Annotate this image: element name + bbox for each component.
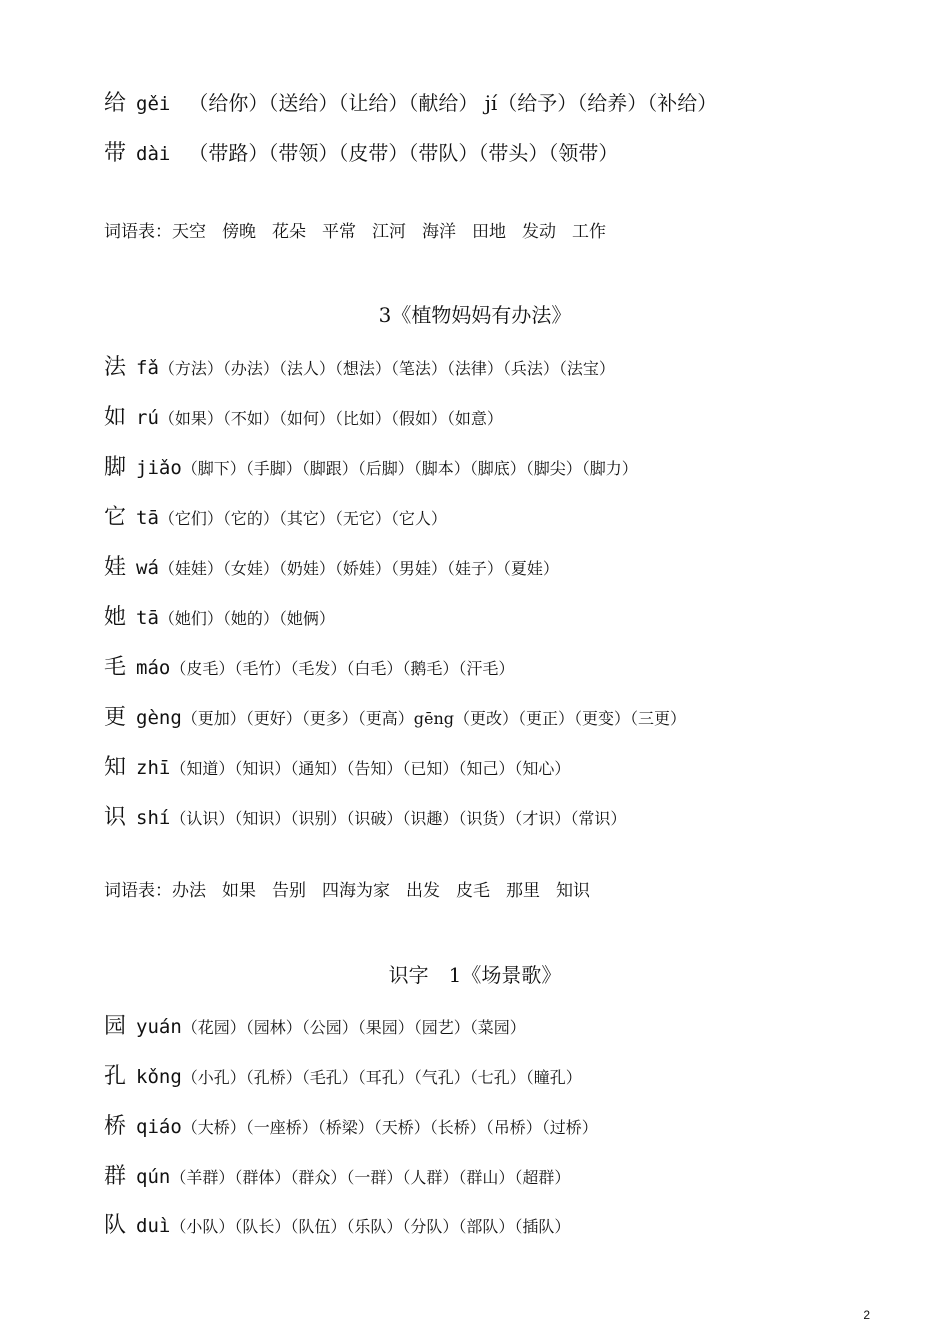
hanzi: 如 [104, 405, 127, 430]
hanzi: 她 [104, 605, 127, 630]
hanzi: 它 [104, 505, 127, 530]
vocab-list [104, 217, 606, 242]
pinyin: fǎ [136, 357, 159, 379]
char-entry-fa [104, 350, 615, 381]
pinyin: duì [136, 1215, 171, 1237]
pinyin: jiǎo [136, 457, 182, 479]
word-list: （羊群）（群体）（群众）（一群）（人群）（群山）（超群） [170, 1168, 571, 1187]
pinyin: rú [136, 407, 159, 429]
pinyin: gèng [136, 707, 182, 729]
pinyin: yuán [136, 1016, 182, 1038]
hanzi: 桥 [104, 1114, 127, 1139]
vocab-word: 平常 [322, 222, 356, 242]
char-entry-qiao [104, 1109, 598, 1140]
word-list: （小队）（队长）（队伍）（乐队）（分队）（部队）（插队） [170, 1217, 571, 1236]
pinyin: qiáo [136, 1116, 182, 1138]
word-list: （小孔）（孔桥）（毛孔）（耳孔）（气孔）（七孔）（瞳孔） [181, 1068, 582, 1087]
word-list: （大桥）（一座桥）（桥梁）（天桥）（长桥）（吊桥）（过桥） [181, 1118, 598, 1137]
vocab-word: 如果 [222, 881, 256, 901]
hanzi: 给 [104, 91, 127, 116]
vocab-word: 皮毛 [456, 881, 490, 901]
hanzi: 娃 [104, 555, 127, 580]
char-entry-mao [104, 650, 514, 681]
pinyin: dài [136, 143, 171, 165]
pinyin: qún [136, 1166, 171, 1188]
word-list: （认识）（知识）（识别）（识破）（识趣）（识货）（才识）（常识） [170, 809, 627, 828]
pinyin: tā [136, 607, 159, 629]
pinyin: gěi [136, 93, 171, 115]
char-entry-yuan [104, 1009, 526, 1040]
word-list: （花园）（园林）（公园）（果园）（园艺）（菜园） [181, 1018, 526, 1037]
char-entry-jiao [104, 450, 638, 481]
vocab-word: 发动 [522, 222, 556, 242]
vocab-word: 天空 [172, 222, 206, 242]
char-entry-gei [104, 86, 717, 117]
char-entry-kong [104, 1059, 582, 1090]
char-entry-ta [104, 500, 447, 531]
pinyin: shí [136, 807, 171, 829]
hanzi: 队 [104, 1213, 127, 1238]
lesson-title: 3《植物妈妈有办法》 [378, 303, 572, 327]
char-entry-zhi [104, 750, 570, 781]
char-entry-wa [104, 550, 559, 581]
char-entry-shi [104, 800, 626, 831]
vocab-label: 词语表： [104, 881, 172, 901]
vocab-word: 海洋 [422, 222, 456, 242]
char-entry-dai [104, 136, 618, 167]
vocab-word: 那里 [506, 881, 540, 901]
lesson-title: 识字 1《场景歌》 [388, 963, 562, 987]
pinyin: máo [136, 657, 171, 679]
word-list: （带路）（带领）（皮带）（带队）（带头）（领带） [188, 141, 619, 165]
vocab-word: 花朵 [272, 222, 306, 242]
vocab-word: 出发 [406, 881, 440, 901]
vocab-word: 知识 [556, 881, 590, 901]
hanzi: 脚 [104, 455, 127, 480]
hanzi: 知 [104, 755, 127, 780]
hanzi: 群 [104, 1164, 127, 1189]
pinyin: zhī [136, 757, 171, 779]
hanzi: 更 [104, 705, 127, 730]
word-list: （知道）（知识）（通知）（告知）（已知）（知己）（知心） [170, 759, 571, 778]
vocab-word: 工作 [572, 222, 606, 242]
hanzi: 识 [104, 805, 127, 830]
word-list: （更加）（更好）（更多）（更高）gēng（更改）（更正）（更变）（三更） [181, 709, 687, 728]
word-list: （皮毛）（毛竹）（毛发）（白毛）（鹅毛）（汗毛） [170, 659, 515, 678]
vocab-label: 词语表： [104, 222, 172, 242]
vocab-word: 江河 [372, 222, 406, 242]
vocab-list [104, 876, 590, 901]
word-list: （如果）（不如）（如何）（比如）（假如）（如意） [158, 409, 503, 428]
vocab-word: 田地 [472, 222, 506, 242]
word-list: （方法）（办法）（法人）（想法）（笔法）（法律）（兵法）（法宝） [158, 359, 615, 378]
word-list: （她们）（她的）（她俩） [158, 609, 335, 628]
hanzi: 毛 [104, 655, 127, 680]
pinyin: tā [136, 507, 159, 529]
char-entry-geng [104, 700, 686, 731]
char-entry-qun [104, 1159, 570, 1190]
char-entry-ru [104, 400, 503, 431]
page-number: 2 [863, 1308, 870, 1322]
vocab-word: 四海为家 [322, 881, 390, 901]
hanzi: 孔 [104, 1064, 127, 1089]
word-list: （给你）（送给）（让给）（献给） jí（给予）（给养）（补给） [188, 91, 718, 115]
pinyin: wá [136, 557, 159, 579]
vocab-word: 傍晚 [222, 222, 256, 242]
hanzi: 带 [104, 141, 127, 166]
vocab-word: 告别 [272, 881, 306, 901]
char-entry-ta2 [104, 600, 335, 631]
char-entry-dui [104, 1208, 570, 1239]
vocab-word: 办法 [172, 881, 206, 901]
word-list: （娃娃）（女娃）（奶娃）（娇娃）（男娃）（娃子）（夏娃） [158, 559, 559, 578]
word-list: （它们）（它的）（其它）（无它）（它人） [158, 509, 447, 528]
hanzi: 法 [104, 355, 127, 380]
pinyin: kǒng [136, 1066, 182, 1088]
word-list: （脚下）（手脚）（脚跟）（后脚）（脚本）（脚底）（脚尖）（脚力） [181, 459, 638, 478]
hanzi: 园 [104, 1014, 127, 1039]
